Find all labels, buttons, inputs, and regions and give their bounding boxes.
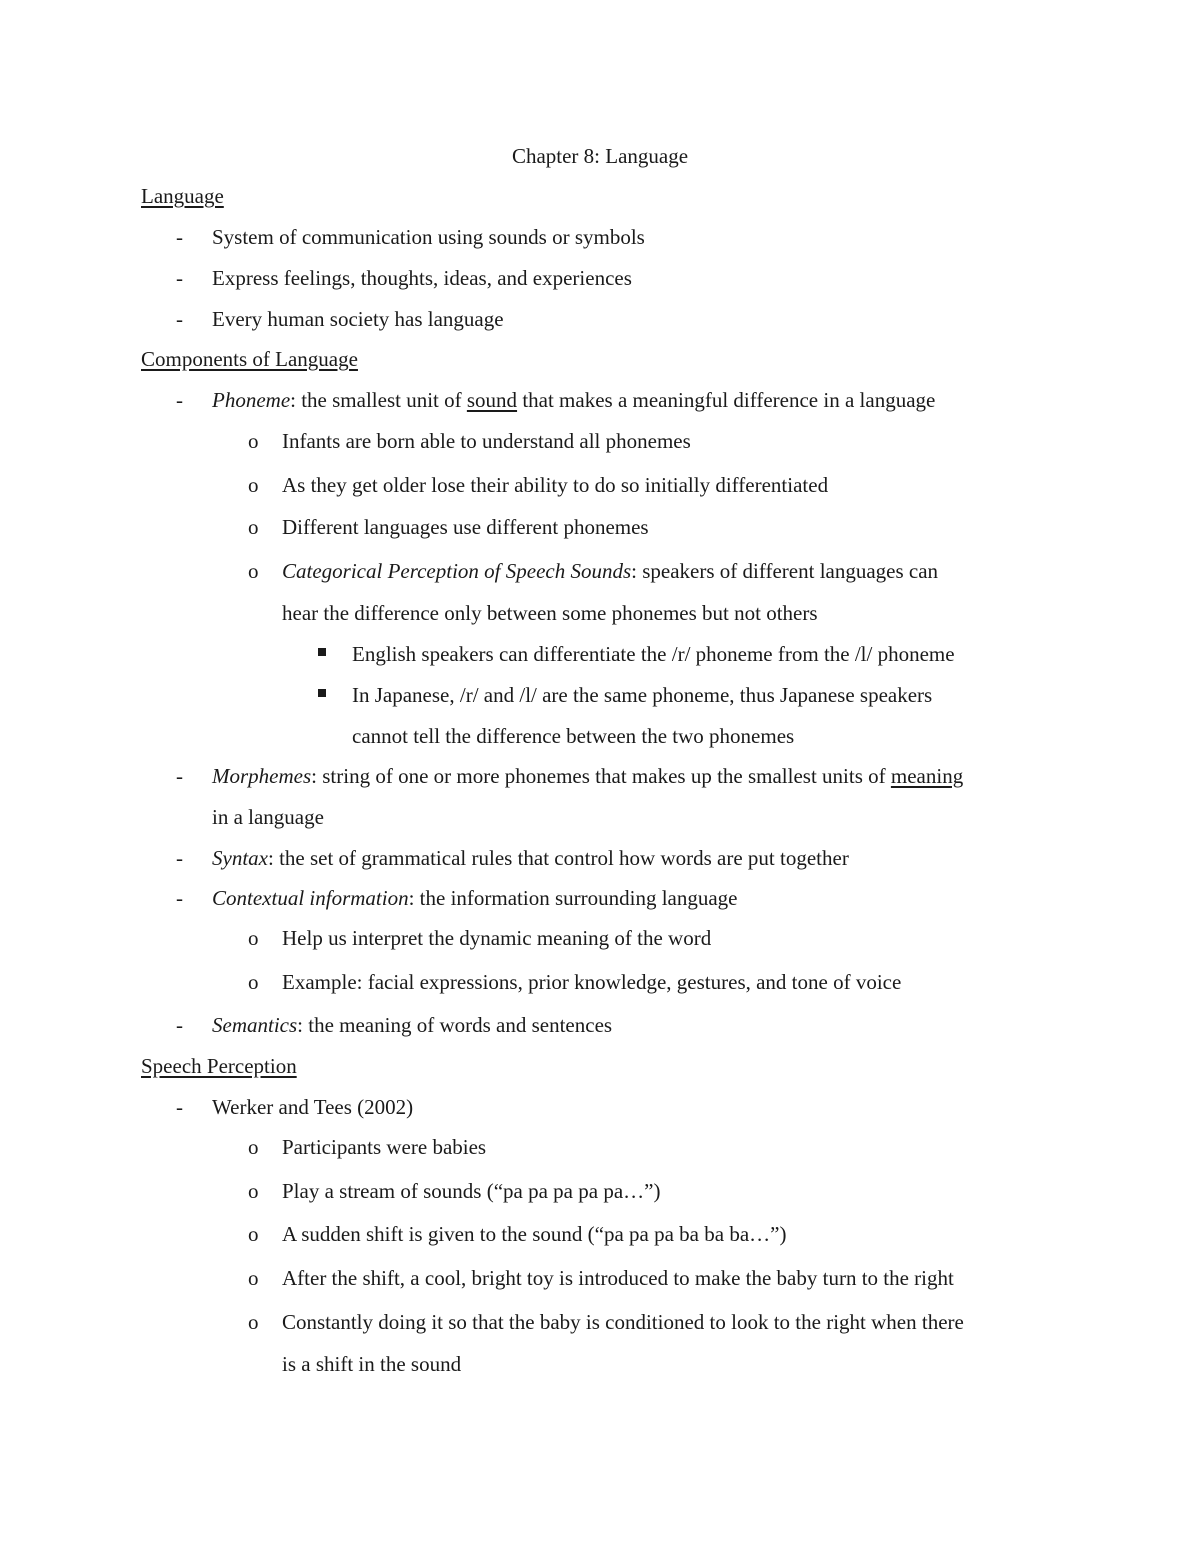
sub-sub-item: English speakers can differentiate the /r/ phoneme from the /l/ phoneme — [352, 642, 955, 666]
heading-components: Components of Language — [141, 347, 358, 371]
sub-item: Constantly doing it so that the baby is conditioned to look to the right when there — [282, 1310, 964, 1334]
dash-bullet: - — [176, 1095, 183, 1119]
term-semantics: Semantics — [212, 1013, 298, 1037]
definition-text: : string of one or more phonemes that makes up the smallest units of — [311, 764, 891, 788]
sub-item: Help us interpret the dynamic meaning of the word — [282, 926, 712, 950]
definition-text: : the meaning of words and sentences — [297, 1013, 613, 1037]
circle-bullet: o — [248, 926, 259, 950]
square-bullet — [318, 689, 326, 697]
definition-text: that makes a meaningful difference in a language — [517, 388, 936, 412]
morphemes-definition-cont: in a language — [212, 805, 324, 829]
heading-language: Language — [141, 184, 224, 208]
definition-text: : the smallest unit of — [290, 388, 467, 412]
sub-item: Different languages use different phonemes — [282, 515, 649, 539]
circle-bullet: o — [248, 473, 259, 497]
dash-bullet: - — [176, 886, 183, 910]
dash-bullet: - — [176, 225, 183, 249]
definition-text: : the information surrounding language — [408, 886, 738, 910]
dash-bullet: - — [176, 1013, 183, 1037]
dash-bullet: - — [176, 388, 183, 412]
semantics-definition — [212, 1011, 612, 1039]
sub-item: Infants are born able to understand all phonemes — [282, 429, 691, 453]
list-item: System of communication using sounds or symbols — [212, 225, 645, 249]
term-morphemes: Morphemes — [212, 764, 312, 788]
dash-bullet: - — [176, 266, 183, 290]
dash-bullet: - — [176, 846, 183, 870]
term-contextual-information: Contextual information — [212, 886, 409, 910]
heading-speech-perception: Speech Perception — [141, 1054, 297, 1078]
key-word-sound: sound — [466, 388, 518, 412]
morphemes-definition — [212, 762, 963, 790]
circle-bullet: o — [248, 1135, 259, 1159]
term-syntax: Syntax — [212, 846, 268, 870]
circle-bullet: o — [248, 429, 259, 453]
circle-bullet: o — [248, 559, 259, 583]
page-title: Chapter 8: Language — [511, 144, 689, 168]
square-bullet — [318, 648, 326, 656]
list-item: Every human society has language — [212, 307, 504, 331]
circle-bullet: o — [248, 1179, 259, 1203]
list-item: Werker and Tees (2002) — [212, 1095, 414, 1119]
syntax-definition — [212, 844, 849, 872]
term-categorical-perception: Categorical Perception of Speech Sounds — [282, 559, 632, 583]
sub-sub-item: In Japanese, /r/ and /l/ are the same phoneme, thus Japanese speakers — [352, 683, 933, 707]
circle-bullet: o — [248, 1266, 259, 1290]
dash-bullet: - — [176, 764, 183, 788]
circle-bullet: o — [248, 970, 259, 994]
key-word-meaning: meaning — [890, 764, 964, 788]
sub-sub-item-cont: cannot tell the difference between the two phonemes — [352, 724, 795, 748]
sub-item: As they get older lose their ability to do so initially differentiated — [282, 473, 829, 497]
sub-item: A sudden shift is given to the sound (“pa pa pa ba ba ba…”) — [282, 1222, 787, 1246]
contextual-definition — [212, 884, 738, 912]
term-phoneme: Phoneme — [212, 388, 291, 412]
categorical-perception — [282, 557, 938, 585]
definition-text: : the set of grammatical rules that control how words are put together — [267, 846, 849, 870]
circle-bullet: o — [248, 515, 259, 539]
dash-bullet: - — [176, 307, 183, 331]
sub-item: After the shift, a cool, bright toy is introduced to make the baby turn to the right — [282, 1266, 954, 1290]
circle-bullet: o — [248, 1310, 259, 1334]
sub-item: Example: facial expressions, prior knowledge, gestures, and tone of voice — [282, 970, 902, 994]
list-item: Express feelings, thoughts, ideas, and experiences — [212, 266, 632, 290]
sub-item-cont: is a shift in the sound — [282, 1352, 462, 1376]
circle-bullet: o — [248, 1222, 259, 1246]
phoneme-definition — [212, 386, 935, 414]
definition-text: : speakers of different languages can — [631, 559, 939, 583]
sub-item: Participants were babies — [282, 1135, 487, 1159]
categorical-perception-cont: hear the difference only between some phonemes but not others — [282, 601, 818, 625]
sub-item: Play a stream of sounds (“pa pa pa pa pa…”) — [282, 1179, 661, 1203]
